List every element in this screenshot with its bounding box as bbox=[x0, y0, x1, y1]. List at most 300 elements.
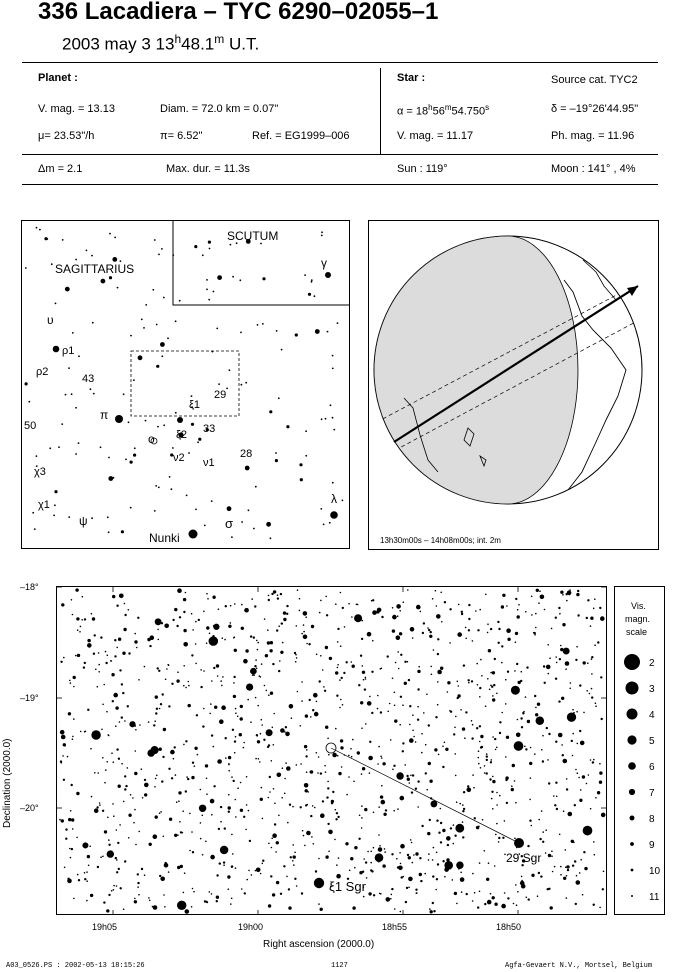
chart-star bbox=[531, 874, 534, 877]
chart-star bbox=[189, 850, 191, 852]
finder-star bbox=[194, 245, 197, 248]
chart-star bbox=[563, 759, 568, 764]
chart-star bbox=[601, 718, 603, 720]
chart-star bbox=[429, 819, 431, 821]
finder-star bbox=[167, 337, 169, 339]
chart-star bbox=[339, 707, 341, 709]
chart-star bbox=[461, 613, 463, 615]
chart-star bbox=[178, 800, 180, 802]
chart-star bbox=[202, 815, 204, 817]
chart-star bbox=[286, 876, 288, 878]
chart-star bbox=[545, 829, 547, 831]
chart-star bbox=[502, 837, 504, 839]
chart-star bbox=[554, 804, 556, 806]
chart-star bbox=[267, 629, 269, 631]
chart-star bbox=[87, 643, 92, 648]
chart-star bbox=[106, 909, 109, 912]
chart-star bbox=[547, 759, 549, 761]
chart-star bbox=[455, 716, 457, 718]
chart-star bbox=[412, 637, 414, 639]
finder-star bbox=[330, 404, 332, 406]
chart-star bbox=[397, 808, 399, 810]
chart-star bbox=[455, 775, 457, 777]
mag-scale-dot bbox=[628, 762, 636, 770]
alpha-h: h bbox=[428, 103, 433, 112]
chart-star bbox=[119, 594, 122, 597]
mag-scale-dot bbox=[627, 735, 636, 744]
ytick-18: –18° bbox=[20, 582, 39, 592]
chart-star bbox=[119, 824, 121, 826]
chart-star bbox=[173, 758, 175, 760]
chart-star bbox=[320, 772, 322, 774]
chart-star bbox=[491, 791, 493, 793]
chart-star bbox=[128, 609, 130, 611]
finder-star bbox=[75, 453, 77, 455]
chart-star bbox=[72, 828, 74, 830]
chart-star bbox=[97, 772, 99, 774]
chart-star bbox=[157, 629, 159, 631]
chart-star bbox=[398, 866, 403, 871]
chart-star bbox=[542, 760, 544, 762]
chart-star bbox=[593, 759, 595, 761]
chart-star bbox=[248, 810, 250, 812]
mag-scale-title-magn: magn. bbox=[625, 614, 651, 624]
chart-star bbox=[257, 735, 259, 737]
chart-star bbox=[108, 844, 110, 846]
chart-star bbox=[364, 688, 366, 690]
chart-star bbox=[194, 747, 197, 750]
chart-star bbox=[162, 693, 164, 695]
chart-star bbox=[426, 694, 428, 696]
finder-star bbox=[91, 255, 93, 257]
chart-star bbox=[194, 765, 196, 767]
chart-star bbox=[381, 800, 386, 805]
chart-star bbox=[123, 628, 126, 631]
chart-star bbox=[303, 835, 305, 837]
chart-star bbox=[440, 841, 442, 843]
chart-star bbox=[72, 736, 74, 738]
chart-star bbox=[318, 756, 320, 758]
chart-star bbox=[132, 797, 134, 799]
mag-scale-dot bbox=[631, 895, 633, 897]
chart-star bbox=[485, 594, 487, 596]
alpha-sec: 54.750 bbox=[451, 105, 486, 118]
chart-star bbox=[322, 669, 324, 671]
chart-star bbox=[60, 760, 62, 762]
chart-star bbox=[98, 652, 100, 654]
chart-star bbox=[339, 679, 341, 681]
chart-star bbox=[365, 861, 367, 863]
chart-star bbox=[430, 910, 433, 913]
chart-star bbox=[507, 638, 510, 641]
chart-star bbox=[489, 689, 491, 691]
chart-star bbox=[467, 788, 472, 793]
chart-star bbox=[206, 593, 208, 595]
chart-star bbox=[450, 827, 452, 829]
chart-star bbox=[273, 590, 276, 593]
chart-star bbox=[205, 764, 208, 767]
chart-star bbox=[335, 728, 337, 730]
chart-star bbox=[468, 682, 470, 684]
chart-bright-star bbox=[266, 729, 273, 736]
chart-star bbox=[567, 869, 569, 871]
chart-star bbox=[301, 700, 303, 702]
chart-star bbox=[105, 769, 107, 771]
chart-star bbox=[594, 598, 596, 600]
chart-star bbox=[384, 848, 386, 850]
chart-star bbox=[427, 832, 430, 835]
chart-star bbox=[369, 741, 371, 743]
chart-star bbox=[583, 661, 586, 664]
chart-star bbox=[154, 786, 156, 788]
chart-star bbox=[516, 663, 518, 665]
chart-star bbox=[258, 758, 260, 760]
chart-star bbox=[479, 696, 481, 698]
finder-star bbox=[337, 322, 339, 324]
chart-star bbox=[446, 836, 451, 841]
chart-star bbox=[90, 748, 92, 750]
chart-star bbox=[457, 681, 459, 683]
chart-star bbox=[166, 668, 168, 670]
finder-star bbox=[245, 466, 250, 471]
chart-star bbox=[545, 852, 547, 854]
chart-star bbox=[309, 699, 311, 701]
chart-star bbox=[367, 701, 372, 706]
chart-star bbox=[108, 735, 110, 737]
chart-star bbox=[326, 614, 328, 616]
chart-star bbox=[295, 654, 297, 656]
chart-star bbox=[313, 693, 318, 698]
chart-star bbox=[209, 633, 211, 635]
page-title: 336 Lacadiera – TYC 6290–02055–1 bbox=[38, 0, 439, 25]
chart-star bbox=[487, 632, 489, 634]
xtick-19h05: 19h05 bbox=[92, 922, 118, 932]
finder-star bbox=[92, 322, 94, 324]
chart-star bbox=[369, 772, 371, 774]
finder-star bbox=[163, 297, 165, 299]
chart-star bbox=[361, 727, 363, 729]
chart-star bbox=[481, 675, 483, 677]
chart-star bbox=[362, 620, 364, 622]
chart-star bbox=[408, 887, 410, 889]
chart-star bbox=[589, 693, 591, 695]
chart-star bbox=[566, 875, 568, 877]
chart-star bbox=[292, 844, 294, 846]
chart-star bbox=[577, 614, 579, 616]
chart-star bbox=[409, 705, 411, 707]
chart-star bbox=[168, 768, 170, 770]
chart-star bbox=[591, 656, 593, 658]
chart-star bbox=[546, 727, 548, 729]
chart-star bbox=[295, 661, 297, 663]
chart-star bbox=[159, 748, 162, 751]
chart-star bbox=[462, 821, 464, 823]
chart-star bbox=[124, 788, 126, 790]
chart-star bbox=[578, 777, 580, 779]
chart-star bbox=[372, 599, 374, 601]
chart-star bbox=[133, 822, 135, 824]
label-50: 50 bbox=[24, 420, 37, 432]
chart-star bbox=[276, 841, 279, 844]
chart-star bbox=[264, 685, 266, 687]
finder-star bbox=[342, 500, 344, 502]
finder-star bbox=[130, 335, 132, 337]
chart-star bbox=[485, 705, 487, 707]
finder-star bbox=[109, 276, 112, 279]
chart-star bbox=[237, 787, 239, 789]
chart-star bbox=[240, 782, 242, 784]
chart-star bbox=[230, 903, 232, 905]
chart-star bbox=[506, 628, 511, 633]
chart-star bbox=[537, 703, 540, 706]
label-omicron: ο bbox=[148, 432, 155, 446]
planet-parallax: π= 6.52" bbox=[160, 130, 203, 142]
finder-star bbox=[266, 522, 271, 527]
chart-star bbox=[128, 814, 131, 817]
chart-star bbox=[261, 663, 263, 665]
chart-star bbox=[468, 604, 470, 606]
star-declination: δ = –19°26'44.95" bbox=[551, 103, 639, 115]
chart-bright-star bbox=[213, 624, 219, 630]
chart-star bbox=[400, 911, 402, 913]
chart-star bbox=[200, 669, 202, 671]
chart-star bbox=[571, 840, 574, 843]
chart-star bbox=[159, 875, 161, 877]
chart-star bbox=[335, 671, 338, 674]
chart-star bbox=[415, 741, 417, 743]
chart-star bbox=[399, 610, 401, 612]
chart-star bbox=[185, 790, 187, 792]
chart-star bbox=[86, 871, 88, 873]
finder-star bbox=[269, 410, 272, 413]
chart-star bbox=[548, 673, 550, 675]
chart-star bbox=[170, 750, 175, 755]
chart-star bbox=[431, 674, 433, 676]
chart-star bbox=[338, 772, 341, 775]
chart-star bbox=[488, 649, 491, 652]
chart-star bbox=[394, 692, 396, 694]
chart-star bbox=[228, 888, 230, 890]
chart-star bbox=[516, 904, 518, 906]
chart-star bbox=[168, 705, 170, 707]
label-scutum: SCUTUM bbox=[227, 229, 279, 243]
chart-star bbox=[138, 679, 140, 681]
finder-star bbox=[125, 459, 127, 461]
chart-star bbox=[221, 685, 223, 687]
chart-star bbox=[595, 702, 597, 704]
label-xi2: ξ2 bbox=[176, 429, 188, 441]
chart-star bbox=[377, 608, 382, 613]
label-sigma: σ bbox=[225, 516, 234, 531]
chart-star bbox=[516, 733, 521, 738]
chart-star bbox=[183, 629, 186, 632]
chart-star bbox=[84, 878, 86, 880]
chart-star bbox=[247, 699, 249, 701]
chart-star bbox=[314, 807, 316, 809]
chart-star bbox=[332, 753, 337, 758]
chart-star bbox=[223, 864, 225, 866]
finder-star bbox=[161, 355, 163, 357]
chart-star bbox=[444, 876, 446, 878]
chart-star bbox=[537, 895, 539, 897]
chart-star bbox=[198, 619, 200, 621]
x-axis-label: Right ascension (2000.0) bbox=[263, 939, 375, 950]
finder-star bbox=[329, 522, 331, 524]
chart-star bbox=[185, 909, 190, 914]
chart-star bbox=[360, 701, 363, 704]
chart-star bbox=[106, 761, 108, 763]
chart-star bbox=[496, 792, 498, 794]
chart-star bbox=[305, 755, 307, 757]
chart-star bbox=[280, 728, 285, 733]
chart-star bbox=[422, 632, 424, 634]
chart-star bbox=[68, 818, 71, 821]
chart-star bbox=[407, 778, 410, 781]
chart-star bbox=[306, 643, 308, 645]
chart-star bbox=[172, 619, 174, 621]
chart-star bbox=[378, 746, 380, 748]
chart-star bbox=[359, 815, 361, 817]
chart-star bbox=[440, 822, 442, 824]
finder-star bbox=[175, 320, 177, 322]
chart-star bbox=[335, 818, 337, 820]
star-heading: Star : bbox=[397, 72, 426, 84]
chart-star bbox=[527, 845, 529, 847]
chart-star bbox=[579, 872, 581, 874]
chart-star bbox=[153, 834, 158, 839]
chart-star bbox=[246, 804, 248, 806]
chart-star bbox=[553, 795, 555, 797]
chart-star bbox=[544, 609, 546, 611]
chart-star bbox=[492, 695, 494, 697]
chart-star bbox=[261, 787, 263, 789]
chart-star bbox=[113, 885, 115, 887]
finder-star bbox=[308, 293, 311, 296]
chart-star bbox=[293, 855, 296, 858]
chart-star bbox=[340, 739, 343, 742]
chart-star bbox=[385, 809, 387, 811]
planet-reference: Ref. = EG1999–006 bbox=[252, 130, 350, 142]
chart-star bbox=[124, 603, 126, 605]
chart-star bbox=[235, 708, 237, 710]
finder-star bbox=[209, 248, 211, 250]
chart-star bbox=[534, 632, 536, 634]
chart-star bbox=[336, 695, 338, 697]
finder-star bbox=[333, 429, 335, 431]
chart-star bbox=[149, 645, 151, 647]
chart-star bbox=[417, 706, 419, 708]
star-xi1-sgr bbox=[314, 878, 324, 888]
chart-star bbox=[110, 660, 112, 662]
chart-star bbox=[112, 595, 115, 598]
chart-star bbox=[447, 681, 450, 684]
chart-star bbox=[113, 761, 115, 763]
finder-star bbox=[179, 300, 181, 302]
chart-star bbox=[480, 659, 482, 661]
chart-star bbox=[406, 887, 408, 889]
chart-star bbox=[368, 892, 371, 895]
chart-star bbox=[380, 756, 382, 758]
chart-star bbox=[343, 672, 345, 674]
chart-star bbox=[472, 724, 474, 726]
mag-scale-label: 2 bbox=[649, 658, 655, 669]
chart-star bbox=[125, 785, 127, 787]
chart-star bbox=[127, 767, 129, 769]
chart-star bbox=[228, 770, 230, 772]
chart-star bbox=[481, 746, 483, 748]
chart-star bbox=[377, 695, 379, 697]
planet-diameter: Diam. = 72.0 km = 0.07" bbox=[160, 103, 279, 115]
chart-star bbox=[203, 708, 205, 710]
finder-star bbox=[90, 388, 92, 390]
chart-star bbox=[460, 872, 462, 874]
chart-star bbox=[302, 830, 304, 832]
chart-star bbox=[484, 765, 486, 767]
chart-star bbox=[88, 865, 90, 867]
chart-star bbox=[363, 896, 365, 898]
chart-star bbox=[124, 775, 126, 777]
finder-star bbox=[128, 421, 130, 423]
chart-star bbox=[273, 744, 275, 746]
chart-star bbox=[197, 754, 199, 756]
chart-star bbox=[113, 815, 115, 817]
chart-star bbox=[383, 813, 386, 816]
chart-star bbox=[180, 865, 183, 868]
chart-star bbox=[348, 755, 350, 757]
chart-star bbox=[494, 865, 496, 867]
chart-star bbox=[256, 640, 258, 642]
chart-star bbox=[177, 588, 182, 593]
chart-star bbox=[322, 800, 324, 802]
finder-star bbox=[213, 291, 215, 293]
chart-star bbox=[267, 641, 270, 644]
chart-bright-star bbox=[220, 846, 228, 854]
chart-star bbox=[319, 612, 321, 614]
chart-star bbox=[435, 590, 437, 592]
chart-star bbox=[560, 645, 562, 647]
chart-star bbox=[468, 629, 470, 631]
chart-star bbox=[478, 763, 480, 765]
chart-star bbox=[480, 767, 482, 769]
chart-star bbox=[572, 733, 574, 735]
chart-star bbox=[157, 667, 159, 669]
chart-star bbox=[313, 843, 315, 845]
chart-star bbox=[403, 601, 405, 603]
finder-star bbox=[232, 276, 234, 278]
chart-star bbox=[103, 684, 105, 686]
chart-star bbox=[367, 851, 369, 853]
chart-star bbox=[459, 803, 461, 805]
chart-star bbox=[63, 779, 65, 781]
chart-star bbox=[223, 861, 225, 863]
chart-star bbox=[167, 664, 169, 666]
chart-star bbox=[233, 780, 235, 782]
chart-star bbox=[176, 801, 178, 803]
chart-star bbox=[144, 874, 146, 876]
chart-star bbox=[234, 649, 237, 652]
chart-star bbox=[454, 892, 457, 895]
chart-star bbox=[179, 821, 181, 823]
chart-star bbox=[602, 888, 604, 890]
chart-star bbox=[437, 638, 439, 640]
chart-star bbox=[243, 659, 248, 664]
chart-star bbox=[396, 858, 398, 860]
finder-star bbox=[114, 237, 116, 239]
chart-star bbox=[277, 597, 279, 599]
chart-star bbox=[325, 596, 327, 598]
finder-star bbox=[276, 330, 278, 332]
chart-star bbox=[592, 761, 594, 763]
